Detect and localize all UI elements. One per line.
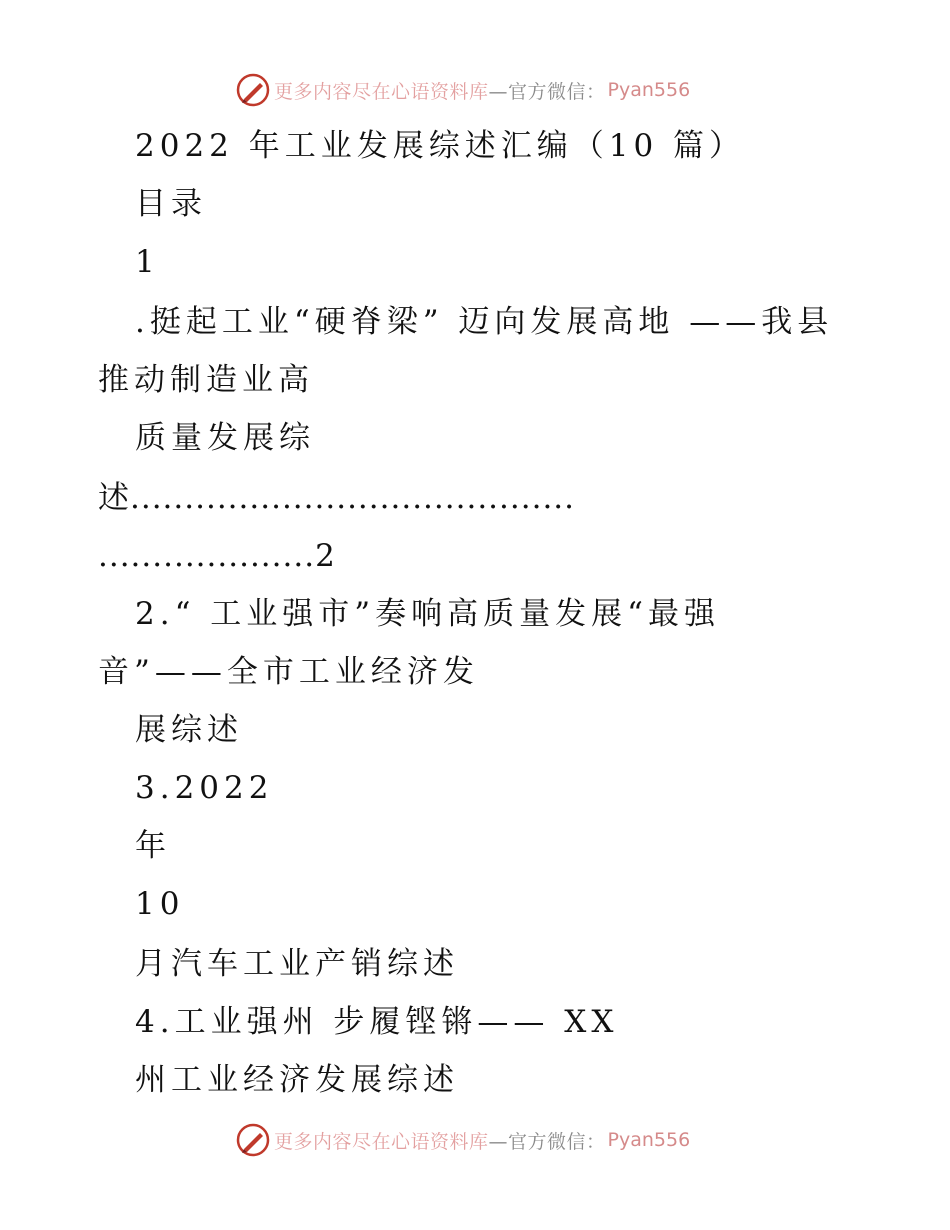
- watermark-official-text: —官方微信：: [488, 1130, 606, 1153]
- pen-logo-icon: [236, 73, 270, 107]
- toc-line: 推动制造业高: [98, 362, 314, 398]
- toc-line: 1: [135, 244, 160, 280]
- toc-line: 4.工业强州 步履铿锵—— XX: [135, 1004, 619, 1040]
- toc-line: 展综述: [135, 712, 243, 748]
- watermark-account: Pyan556: [607, 1129, 691, 1151]
- toc-line: 2.“ 工业强市”奏响高质量发展“最强: [135, 596, 720, 632]
- watermark-official-text: —官方微信：: [488, 80, 606, 103]
- toc-line: 10: [135, 886, 185, 922]
- document-title: 2022 年工业发展综述汇编（10 篇）: [135, 128, 746, 164]
- watermark-site-text: 更多内容尽在心语资料库: [274, 80, 489, 103]
- toc-line: .挺起工业“硬脊梁” 迈向发展高地 ——我县: [135, 304, 834, 340]
- toc-line: 月汽车工业产销综述: [135, 946, 459, 982]
- toc-line: ....................2: [98, 538, 336, 574]
- toc-line: 年: [135, 828, 171, 864]
- toc-line: 州工业经济发展综述: [135, 1062, 459, 1098]
- toc-line: 质量发展综: [135, 420, 315, 456]
- toc-line: 音”——全市工业经济发: [98, 654, 479, 690]
- watermark-site-text: 更多内容尽在心语资料库: [274, 1130, 489, 1153]
- watermark-bottom: [236, 1122, 690, 1158]
- toc-heading: 目录: [135, 186, 207, 222]
- toc-line: 3.2022: [135, 770, 274, 806]
- watermark-account: Pyan556: [607, 79, 691, 101]
- watermark-top: [236, 72, 690, 108]
- toc-line: 述.........................................: [98, 480, 576, 516]
- pen-logo-icon: [236, 1123, 270, 1157]
